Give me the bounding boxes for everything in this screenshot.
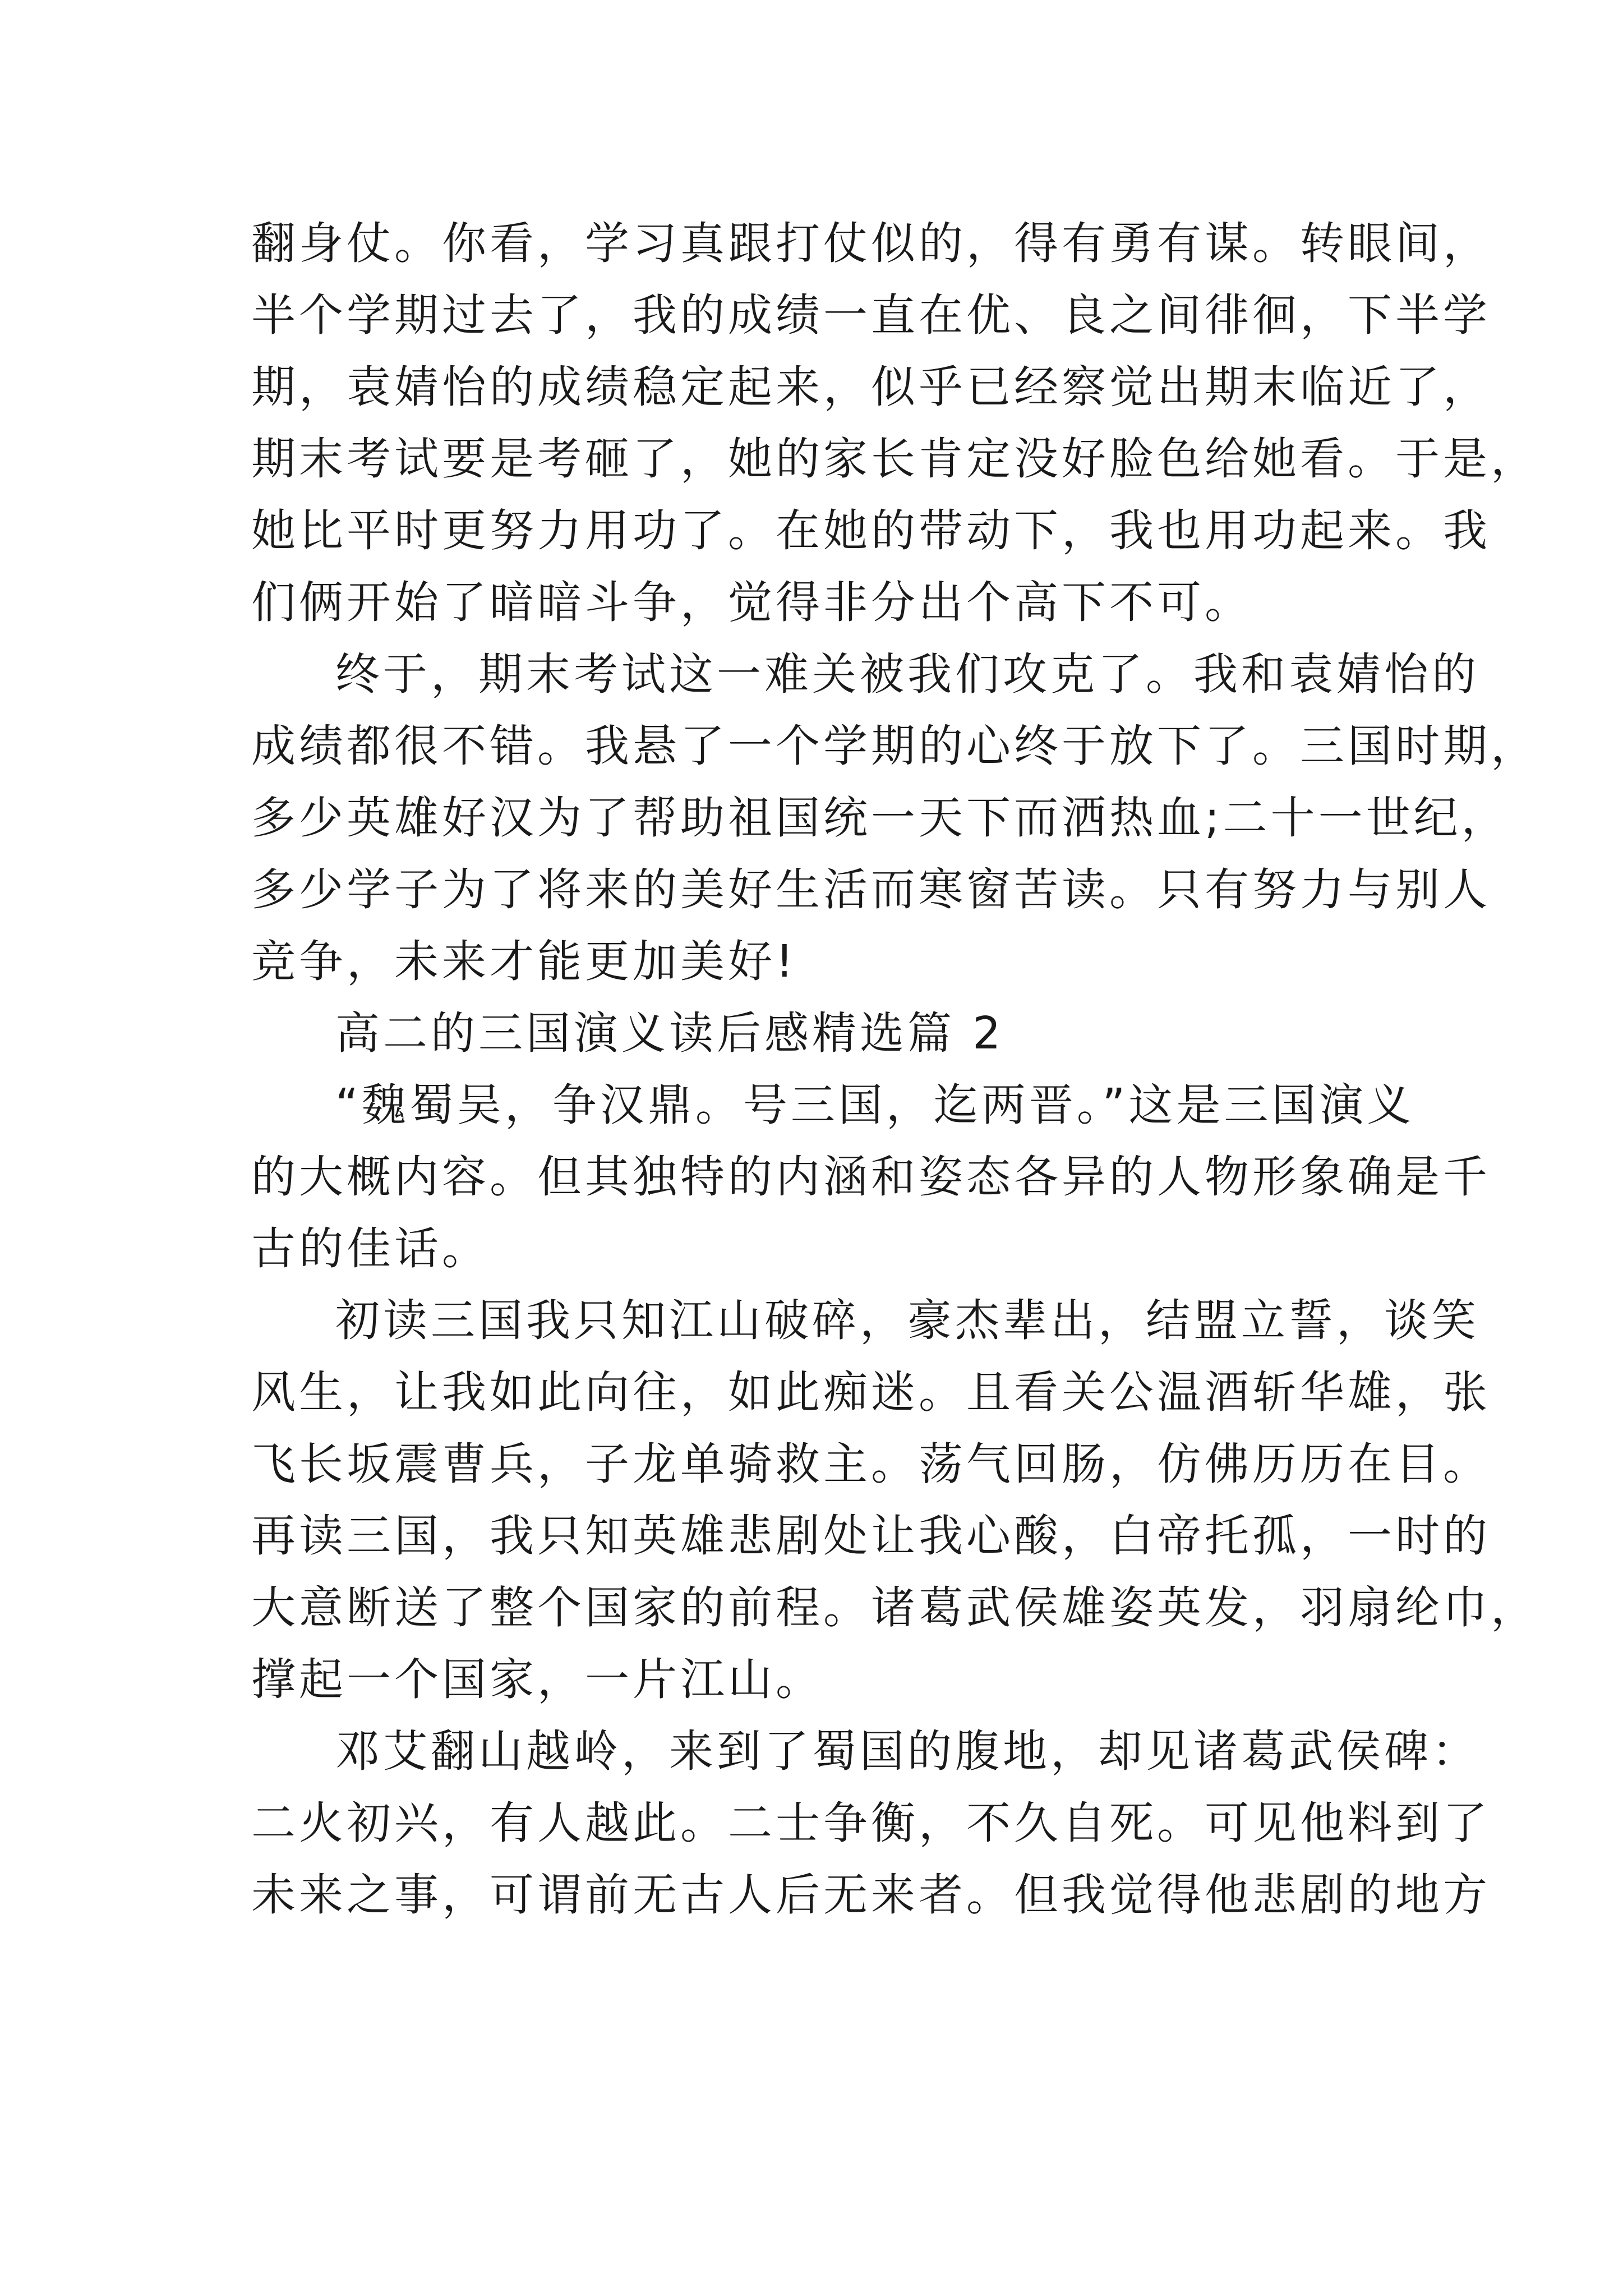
text-line: 们俩开始了暗暗斗争，觉得非分出个高下不可。 — [251, 577, 1252, 628]
text-line: 撑起一个国家，一片江山。 — [251, 1654, 823, 1705]
paragraph-1 — [251, 208, 1538, 638]
text-line: 风生，让我如此向往，如此痴迷。且看关公温酒斩华雄，张 — [251, 1366, 1491, 1418]
text-line: 未来之事，可谓前无古人后无来者。但我觉得他悲剧的地方 — [251, 1869, 1491, 1921]
text-line: 成绩都很不错。我悬了一个学期的心终于放下了。三国时期， — [251, 720, 1538, 772]
text-line: 期，袁婧怡的成绩稳定起来，似乎已经察觉出期末临近了， — [251, 361, 1491, 413]
text-line: 的大概内容。但其独特的内涵和姿态各异的人物形象确是千 — [251, 1151, 1491, 1203]
text-line: 再读三国，我只知英雄悲剧处让我心酸，白帝托孤，一时的 — [251, 1510, 1491, 1562]
text-line: 半个学期过去了，我的成绩一直在优、良之间徘徊，下半学 — [251, 289, 1491, 341]
paragraph-2 — [251, 638, 1538, 997]
text-line: 多少英雄好汉为了帮助祖国统一天下而洒热血;二十一世纪， — [251, 792, 1509, 844]
text-line: 多少学子为了将来的美好生活而寒窗苦读。只有努力与别人 — [251, 864, 1491, 915]
text-line: 初读三国我只知江山破碎，豪杰辈出，结盟立誓，谈笑 — [335, 1295, 1479, 1346]
body-text — [251, 208, 1538, 1931]
text-line: 大意断送了整个国家的前程。诸葛武侯雄姿英发，羽扇纶巾， — [251, 1582, 1538, 1634]
text-line: 翻身仗。你看，学习真跟打仗似的，得有勇有谋。转眼间， — [251, 218, 1491, 269]
heading-line: 高二的三国演义读后感精选篇 2 — [335, 1007, 1004, 1059]
text-line: 二火初兴，有人越此。二士争衡，不久自死。可见他料到了 — [251, 1797, 1491, 1849]
paragraph-3 — [251, 1069, 1491, 1285]
text-line: 终于，期末考试这一难关被我们攻克了。我和袁婧怡的 — [335, 648, 1479, 700]
text-line: 期末考试要是考砸了，她的家长肯定没好脸色给她看。于是， — [251, 433, 1538, 485]
text-line: 竞争，未来才能更加美好! — [251, 936, 797, 987]
section-heading — [251, 997, 1407, 1069]
text-line: 飞长坂震曹兵，子龙单骑救主。荡气回肠，仿佛历历在目。 — [251, 1438, 1491, 1490]
paragraph-4 — [251, 1285, 1538, 1715]
text-line: 邓艾翻山越岭，来到了蜀国的腹地，却见诸葛武侯碑： — [335, 1726, 1479, 1777]
text-line: 古的佳话。 — [251, 1223, 490, 1274]
text-line: 她比平时更努力用功了。在她的带动下，我也用功起来。我 — [251, 505, 1491, 556]
text-line: “魏蜀吴，争汉鼎。号三国，迄两晋。”这是三国演义 — [335, 1079, 1415, 1131]
paragraph-5 — [251, 1715, 1491, 1931]
